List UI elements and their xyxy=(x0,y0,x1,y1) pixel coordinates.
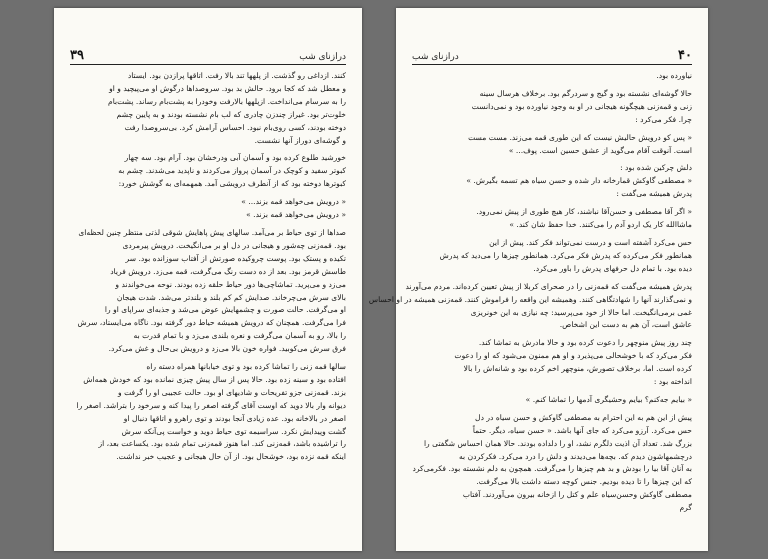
text-line: خورشید طلوع کرده بود و آسمان آبی ودرخشان بود. آرام بود. سه چهار xyxy=(124,153,346,163)
paragraph xyxy=(368,281,692,333)
text-line: گرم xyxy=(679,503,692,513)
text-line: همانطور فکر می‌کرده که پدرش فکر می‌کرد. همانطور چیزها را می‌دید که پدرش xyxy=(439,250,692,260)
text-line: کبوترها دوخته بود که از آنطرف درویشی آمد. همهمه‌ای به گوشش خورد: xyxy=(118,179,346,189)
text-line: گشت وپیدایش نکرد. سراسیمه توی حیاط دوید و خواست پی‌آنکه سرش xyxy=(121,426,346,436)
text-line: چند روز پیش منوچهر را دعوت کرده بود و حالا مادرش به تماشا کند. xyxy=(478,338,692,348)
text-line: او می‌گرفت. حالت صورت و چشمهایش عوض می‌شد و جذبه‌ای سراپای او را xyxy=(104,305,346,315)
text-line: دیوانه وار بالا دوید که اوست آقای گرفته اصغر را پیدا کنه و سرخود را بتراشد. اصغر را xyxy=(76,400,346,410)
text-line: را تراشیده باشد، قمه‌زنی کند. اما هنوز قمه‌زنی تمام شده بود. یکساعت بعد، از xyxy=(98,439,346,449)
text-line: و گوشه‌ای دوراز آنها نشست. xyxy=(254,135,346,145)
text-line: پیش از این هم به این احترام به مصطفی گاوکش و حسن سیاه در دل xyxy=(475,412,692,422)
text-line: مصطفی گاوکش وحسن‌سیاه علم و کتل را ازخانه بیرون می‌آوردند. آفتاب xyxy=(462,490,692,500)
left-page-number: ۳۹ xyxy=(70,48,84,63)
text-line: را به سرسام می‌انداخت. ازپلهها بالارفت وخودرا به پشت‌بام رساند. پشت‌بام xyxy=(108,96,346,106)
text-line: پدرش همیشه می‌گفت که قمه‌زنی را در صحرای کربلا از پیش تعیین کرده‌اند. مردم می‌آورند xyxy=(405,281,692,291)
text-line: که این چیزها را تا دیده بودیم. جنس کوچه دسته داشت بالا می‌گرفت. xyxy=(476,477,692,487)
paragraph xyxy=(416,132,692,158)
paragraph xyxy=(74,361,346,464)
text-line: می‌زد و می‌پرید. تماشاچی‌ها دور حیاط حلقه زده بودند. نوحه می‌خواندند و xyxy=(115,279,346,289)
text-line: طاسش قرمز بود. بعد از ده دست رنگ می‌گرفت، قمه می‌زد. درویش فریاد xyxy=(110,266,346,276)
text-line: حس می‌کرد آشفته است و درست نمی‌تواند فکر کند. پیش از این xyxy=(489,237,692,247)
paragraph xyxy=(74,70,346,147)
paragraph xyxy=(416,162,692,201)
text-line: بود. قمه‌زنی چه‌شور و هیجانی در دل او بر می‌انگیخت. درویش پیرمردی xyxy=(122,240,346,250)
text-line: و نمی‌گذارند آنها را شهادتگاهی کنند. وهمیشه این واقعه را فراموش کنند. قمه‌زنی همیشه در او احساس xyxy=(368,294,692,304)
text-line: انداخته بود : xyxy=(653,377,692,387)
paragraph xyxy=(416,237,692,276)
paragraph xyxy=(416,88,692,127)
text-line: فرق سرش می‌کوبید. فواره خون بالا می‌زد و درویش بی‌حال و غش می‌کرد. xyxy=(108,344,346,354)
text-line: خلوت‌تر بود. غیراز چندزن چادری که لب بام نشسته بودند و به پایین چشم xyxy=(116,109,346,119)
text-line: « مصطفی گاوکش قمارخانه دار شده و حسن سیاه هم تسمه بگیرش. » xyxy=(466,176,692,186)
text-line: « درویش می‌خواهد قمه بزند... » xyxy=(241,197,346,207)
right-page-header xyxy=(412,46,692,65)
text-line: نیاورده بود. xyxy=(656,71,692,80)
paragraph xyxy=(416,394,692,407)
text-line: عاشق است، آن هم به دست این اشخاص. xyxy=(559,320,692,330)
text-line: پدرش همیشه می‌گفت : xyxy=(616,189,692,199)
text-line: ماشاالله کار یک اردو آدم را می‌کنند. خدا حفظ شان کند. » xyxy=(509,220,692,230)
text-line: به آنان آقا بیا را بودش و بد هم چیزها را می‌گرفت. همچون به دلم نشسته بود. فکرمی‌کرد xyxy=(412,464,692,474)
text-line: بزرگ شد. تعداد آن اذیت دلگرم نشد، او را دلداده بودند. حالا همان احساس شگفتی را xyxy=(423,438,692,448)
left-page xyxy=(54,8,362,551)
text-line: دوخته بودند، کسی روی‌بام نبود. احساس آرامش کرد. بی‌سروصدا رفت xyxy=(124,122,346,132)
paragraph xyxy=(74,196,346,222)
right-page-body xyxy=(368,70,692,541)
text-line: فکر می‌کرد که با خوشحالی می‌پذیرد و او هم ممنون می‌شود که او را دعوت xyxy=(454,351,692,361)
paragraph xyxy=(416,206,692,232)
text-line: است. آنوقت آقام می‌گوید از عشق حسین است. پوف... » xyxy=(508,145,692,155)
text-line: افتاده بود و سینه زده بود. حالا پس از سال پیش چیزی نمانده بود که خودش همه‌اش xyxy=(83,374,346,384)
paragraph xyxy=(74,152,346,191)
text-line: « بیایم جه‌کنم؟ بیایم وحشیگری آدمها را تماشا کنم. » xyxy=(525,394,692,404)
right-page xyxy=(368,8,708,551)
paragraph xyxy=(416,337,692,389)
text-line: غمی برمی‌انگیخت. اما حالا از خود می‌پرسید: چه نیازی به این خونریزی xyxy=(470,307,692,317)
text-line: کنند. ازداغی رو گذشت. از پلهها تند بالا رفت. اتاقها پرازدن بود. ایستاد xyxy=(127,71,346,80)
text-line: کبوتر سفید و کوچک در آسمان پرواز می‌کردند و ناپدید می‌شدند. چشم به xyxy=(118,166,346,176)
text-line: اصغر در بالاخانه بود. عده زیادی آنجا بودند و توی راهرو و اتاقها دنبال او xyxy=(123,413,346,423)
text-line: بالای سرش می‌چرخاند. صدایش کم کم بلند و بلندتر می‌شد. شدت هیجان xyxy=(116,292,346,302)
text-line: صداها از توی حیاط بر می‌آمد. سالهای پیش پاهایش‌ شوقی لذتی منتظر چنین لحظه‌ای xyxy=(78,227,346,237)
text-line: را بالا، رو به آسمان می‌گرفت و نعره بلندی می‌زد و با تمام قدرت به xyxy=(133,331,346,341)
text-line: سالها قمه زنی را تماشا کرده بود و توی خیابانها همراه دسته راه xyxy=(146,362,346,372)
text-line: دیده بود. با تمام دل حرفهای پدرش را باور می‌کرد. xyxy=(533,263,692,273)
text-line: و معطل شد که کجا برود. حالش بد بود. سروصداها درگوش او می‌پیچید و او xyxy=(109,83,346,93)
text-line: « درویش می‌خواهد قمه بزند. » xyxy=(246,210,346,220)
text-line: « پس کو درویش حالیش نیست که این طوری قمه می‌زند. مست مست xyxy=(468,132,692,142)
paragraph xyxy=(412,412,692,515)
text-line: حالا گوشه‌ای نشسته بود و گیج و سردرگم بود. برخلاف هرسال سینه xyxy=(479,88,692,98)
left-page-body xyxy=(74,70,346,541)
right-page-number: ۴۰ xyxy=(678,48,692,63)
paragraph xyxy=(74,227,346,356)
text-line: « اگر آقا مصطفی و حسن‌آقا نباشند، کار هیچ طوری از پیش نمی‌رود. xyxy=(476,207,692,217)
text-line: زنی و قمه‌زنی هیچگونه هیجانی در او به وجود نیاورده بود و نمی‌دانست xyxy=(471,101,692,111)
text-line: دلش چرکین شده بود : xyxy=(620,163,692,173)
text-line: درچشمهاشون دیدم که. بچه‌ها می‌دیدند و دلش را درد می‌کرد. فکرکردن به xyxy=(458,451,692,461)
left-running-title: درازنای شب xyxy=(299,52,346,62)
paragraph xyxy=(416,70,692,83)
text-line: کرده است. اما، برخلاف تصورش، منوچهر اخم کرده بود و شانه‌اش را بالا xyxy=(463,364,692,374)
text-line: اینکه قمه نزده بود، خوشحال بود. از آن حال هیجانی و عجیب خبر نداشت. xyxy=(116,452,346,462)
left-page-header xyxy=(70,46,346,65)
text-line: تکیده و پستک بود. پوست چروکیده صورتش از آفتاب سوزانده بود. سر xyxy=(125,253,346,263)
text-line: حس می‌کرد. آرزو می‌کرد که جای آنها باشد. « حسن سیاه، دیگر. حتماً xyxy=(472,425,692,435)
text-line: فرا می‌گرفت. همچنان که درویش همیشه حیاط دور گرفته بود. ناگاه می‌ایستاد، سرش xyxy=(77,318,346,328)
right-running-title: درازنای شب xyxy=(412,52,459,62)
text-line: چرا. فکر می‌کرد : xyxy=(635,114,692,124)
text-line: بزند. قمه‌زنی جزو تفریحات و شادیهای او بود. حالت عجیبی او را گرفت و xyxy=(117,387,346,397)
